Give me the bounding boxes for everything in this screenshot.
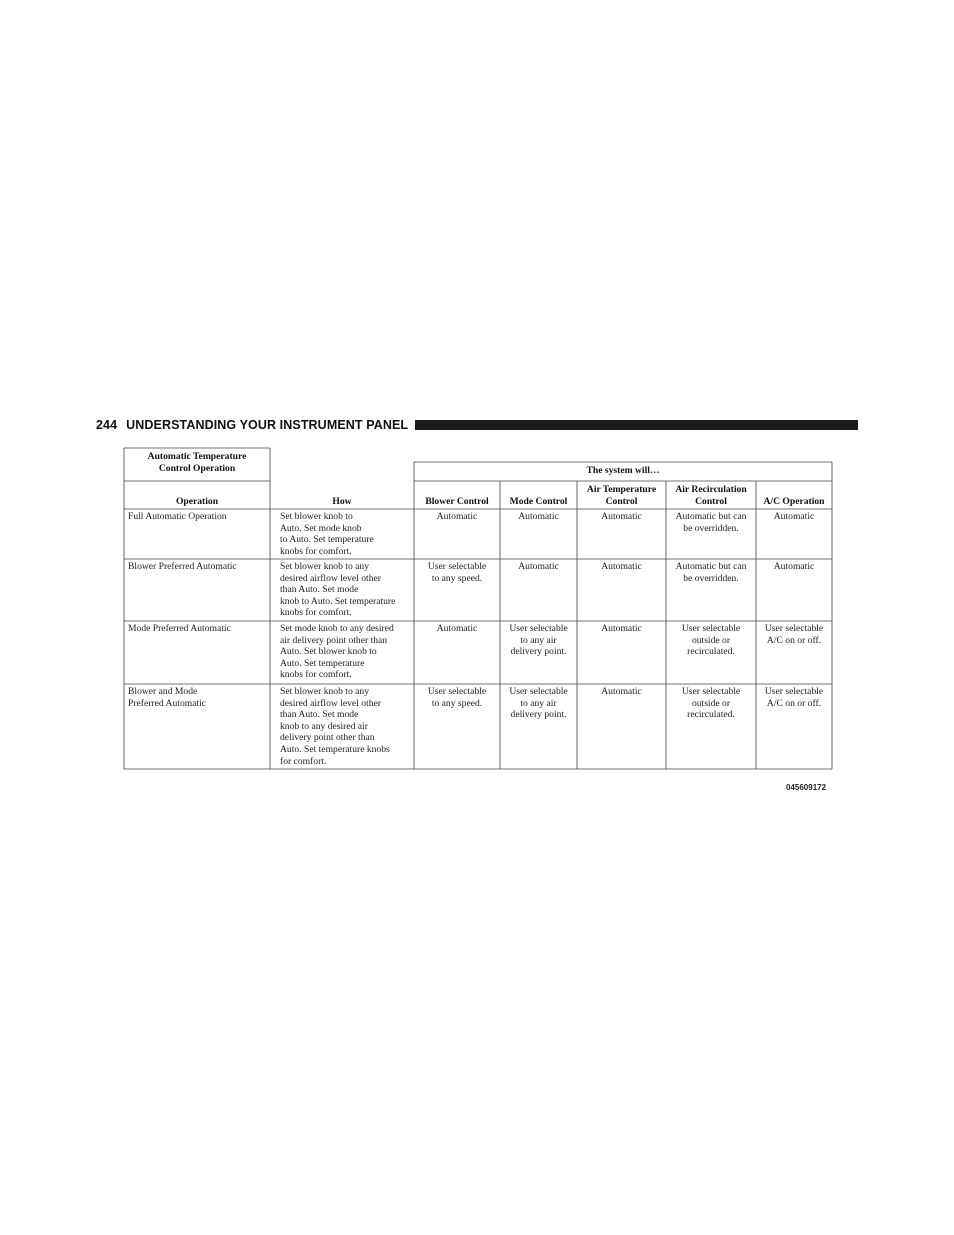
table-cell-blower-line: to any speed. <box>431 697 483 709</box>
table-cell-recirc-line: recirculated. <box>687 709 735 721</box>
table-cell-recirc-line: outside or <box>691 634 731 646</box>
table-cell-air_temp-line: Automatic <box>601 561 642 572</box>
table-cell-air_temp <box>577 511 666 523</box>
table-cell-how <box>280 686 412 767</box>
figure-id: 045609172 <box>786 783 827 792</box>
column-header <box>577 484 666 507</box>
table-cell-blower-line: to any speed. <box>431 572 483 584</box>
table-cell-how-line: Set blower knob to <box>280 511 353 522</box>
table-cell-ac-line: Automatic <box>773 561 815 572</box>
table-cell-how-line: Set blower knob to any <box>280 686 369 697</box>
corner-header <box>124 451 270 474</box>
table-cell-operation <box>128 511 268 523</box>
table-cell-how-line: to Auto. Set temperature <box>280 534 374 546</box>
table-cell-blower-line: User selectable <box>427 686 487 697</box>
table-cell-recirc-line: User selectable <box>681 623 741 634</box>
table-cell-recirc <box>666 561 756 584</box>
table-cell-recirc-line: outside or <box>691 697 731 709</box>
table-cell-how-line: Set blower knob to any <box>280 561 369 572</box>
table-cell-operation-line: Mode Preferred Automatic <box>128 623 231 634</box>
table-cell-recirc-line: User selectable <box>681 686 741 697</box>
column-header <box>270 496 414 508</box>
table-cell-mode-line: User selectable <box>509 686 568 697</box>
column-header-line: Control <box>695 495 727 507</box>
table-cell-recirc <box>666 686 756 721</box>
table-cell-blower <box>414 623 500 635</box>
table-cell-mode-line: Automatic <box>518 511 559 522</box>
table-cell-how-line: knobs for comfort. <box>280 669 352 681</box>
table-cell-operation <box>128 561 268 573</box>
table-cell-how-line: knob to Auto. Set temperature <box>280 595 396 607</box>
table-cell-ac <box>756 511 832 523</box>
column-header-line: Operation <box>175 496 219 507</box>
column-header-line: Control <box>605 495 638 507</box>
table-cell-mode-line: to any air <box>520 634 557 646</box>
table-cell-how-line: for comfort. <box>280 755 327 767</box>
table-cell-how-line: knob to any desired air <box>280 720 368 732</box>
column-header-line: Blower Control <box>425 496 489 507</box>
table-cell-air_temp <box>577 561 666 573</box>
table-cell-how-line: knobs for comfort. <box>280 545 352 557</box>
corner-header-line: Control Operation <box>158 462 236 474</box>
table-cell-mode <box>500 561 577 573</box>
table-cell-how-line: Auto. Set mode knob <box>280 522 362 534</box>
table-cell-how-line: delivery point other than <box>280 732 375 744</box>
table-cell-recirc-line: Automatic but can <box>675 561 747 572</box>
table-cell-mode-line: Automatic <box>518 561 559 572</box>
table-cell-blower-line: User selectable <box>427 561 487 572</box>
table-cell-air_temp-line: Automatic <box>601 511 642 522</box>
table-cell-how <box>280 623 412 681</box>
table-cell-how-line: Auto. Set temperature <box>280 657 365 669</box>
table-cell-how-line: desired airflow level other <box>280 697 381 709</box>
column-header <box>500 496 577 508</box>
table-cell-mode-line: to any air <box>520 697 557 709</box>
table-cell-how <box>280 511 412 557</box>
table-cell-operation-line: Blower Preferred Automatic <box>128 561 237 572</box>
table-cell-mode-line: delivery point. <box>510 709 567 721</box>
table-cell-mode <box>500 686 577 721</box>
table-cell-how-line: than Auto. Set mode <box>280 584 359 596</box>
table-cell-recirc-line: be overridden. <box>683 572 739 584</box>
group-header: The system will… <box>586 465 660 476</box>
table-cell-ac-line: User selectable <box>764 686 824 697</box>
column-header <box>666 484 756 507</box>
table-cell-operation <box>128 686 268 709</box>
table-cell-ac-line: A/C on or off. <box>766 697 822 709</box>
table-cell-blower <box>414 686 500 709</box>
table-cell-how-line: Set mode knob to any desired <box>280 623 394 634</box>
table-cell-recirc <box>666 511 756 534</box>
table-cell-operation <box>128 623 268 635</box>
column-header-line: Mode Control <box>509 496 568 507</box>
table-cell-mode <box>500 623 577 658</box>
table-cell-how <box>280 561 412 619</box>
table-cell-ac-line: A/C on or off. <box>766 634 822 646</box>
table-cell-operation-line: Full Automatic Operation <box>128 511 227 522</box>
table-cell-mode-line: User selectable <box>509 623 568 634</box>
table-cell-how-line: desired airflow level other <box>280 572 381 584</box>
table-cell-ac <box>756 561 832 573</box>
corner-header-line: Automatic Temperature <box>147 451 247 462</box>
table-cell-air_temp <box>577 686 666 698</box>
table-cell-air_temp-line: Automatic <box>601 686 642 697</box>
table-cell-air_temp-line: Automatic <box>601 623 642 634</box>
table-cell-blower-line: Automatic <box>436 623 478 634</box>
table-cell-ac-line: Automatic <box>773 511 815 522</box>
table-cell-how-line: than Auto. Set mode <box>280 709 359 721</box>
table-cell-how-line: air delivery point other than <box>280 634 388 646</box>
table-cell-mode <box>500 511 577 523</box>
table-cell-ac-line: User selectable <box>764 623 824 634</box>
column-header <box>124 496 270 508</box>
table-cell-blower <box>414 511 500 523</box>
column-header-line: How <box>332 496 352 507</box>
column-header <box>414 496 500 508</box>
table-cell-how-line: knobs for comfort. <box>280 607 352 619</box>
table-cell-how-line: Auto. Set temperature knobs <box>280 743 390 755</box>
column-header-line: Air Temperature <box>586 484 657 495</box>
column-header-line: A/C Operation <box>763 496 825 507</box>
table-cell-operation-line: Blower and Mode <box>128 686 198 697</box>
table-cell-operation-line: Preferred Automatic <box>128 697 207 709</box>
section-title: UNDERSTANDING YOUR INSTRUMENT PANEL <box>126 418 409 432</box>
table-cell-recirc-line: Automatic but can <box>675 511 747 522</box>
table-cell-air_temp <box>577 623 666 635</box>
table-cell-recirc-line: be overridden. <box>683 522 739 534</box>
table-cell-how-line: Auto. Set blower knob to <box>280 646 377 658</box>
table-cell-mode-line: delivery point. <box>510 646 567 658</box>
table-cell-ac <box>756 623 832 646</box>
table-cell-blower <box>414 561 500 584</box>
column-header <box>756 496 832 508</box>
table-cell-recirc <box>666 623 756 658</box>
table-cell-recirc-line: recirculated. <box>687 646 735 658</box>
table-cell-ac <box>756 686 832 709</box>
page-number: 244 <box>96 418 118 432</box>
column-header-line: Air Recirculation <box>675 484 747 495</box>
table-cell-blower-line: Automatic <box>436 511 478 522</box>
